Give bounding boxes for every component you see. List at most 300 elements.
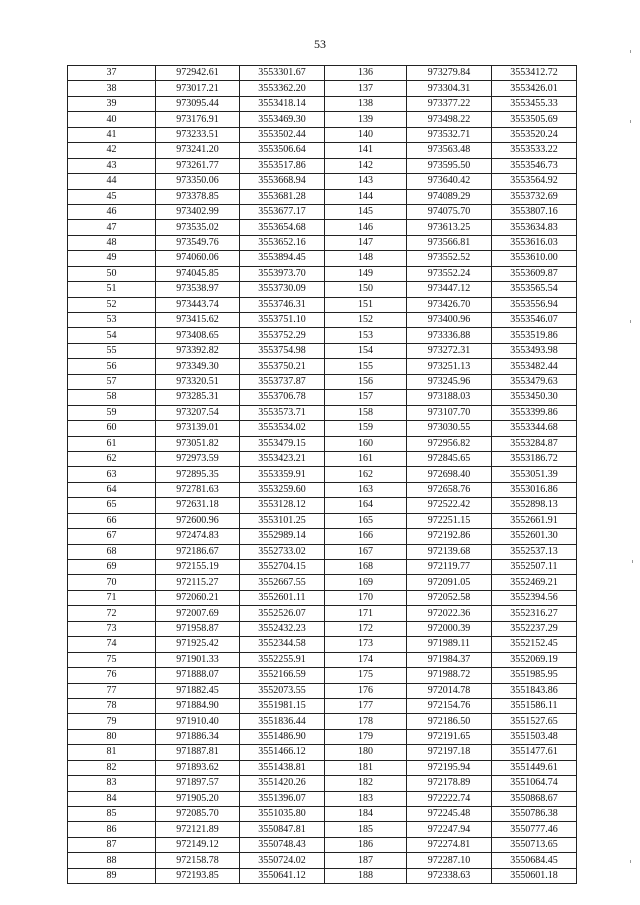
- x-coordinate-cell: 973241.20: [156, 143, 240, 158]
- y-coordinate-cell: 3552166.59: [240, 668, 325, 683]
- point-number-cell: 170: [325, 590, 407, 605]
- y-coordinate-cell: 3553128.12: [240, 498, 325, 513]
- y-coordinate-cell: 3551396.07: [240, 791, 325, 806]
- x-coordinate-cell: 973566.81: [407, 235, 492, 250]
- table-row: [68, 66, 577, 81]
- x-coordinate-cell: 973320.51: [156, 374, 240, 389]
- point-number-cell: 176: [325, 683, 407, 698]
- x-coordinate-cell: 971905.20: [156, 791, 240, 806]
- y-coordinate-cell: 3553519.86: [492, 328, 577, 343]
- y-coordinate-cell: 3552237.29: [492, 621, 577, 636]
- point-number-cell: 140: [325, 127, 407, 142]
- y-coordinate-cell: 3553362.20: [240, 81, 325, 96]
- y-coordinate-cell: 3551064.74: [492, 776, 577, 791]
- point-number-cell: 58: [68, 390, 156, 405]
- point-number-cell: 153: [325, 328, 407, 343]
- x-coordinate-cell: 973408.65: [156, 328, 240, 343]
- y-coordinate-cell: 3553546.73: [492, 158, 577, 173]
- point-number-cell: 155: [325, 359, 407, 374]
- point-number-cell: 54: [68, 328, 156, 343]
- y-coordinate-cell: 3553556.94: [492, 297, 577, 312]
- table-row: [68, 174, 577, 189]
- y-coordinate-cell: 3552255.91: [240, 652, 325, 667]
- scan-mark: [630, 320, 631, 323]
- x-coordinate-cell: 971887.81: [156, 745, 240, 760]
- y-coordinate-cell: 3551035.80: [240, 807, 325, 822]
- y-coordinate-cell: 3551586.11: [492, 698, 577, 713]
- x-coordinate-cell: 972287.10: [407, 853, 492, 868]
- y-coordinate-cell: 3551981.15: [240, 698, 325, 713]
- x-coordinate-cell: 974075.70: [407, 204, 492, 219]
- y-coordinate-cell: 3552069.19: [492, 652, 577, 667]
- point-number-cell: 139: [325, 112, 407, 127]
- y-coordinate-cell: 3552898.13: [492, 498, 577, 513]
- y-coordinate-cell: 3553668.94: [240, 174, 325, 189]
- x-coordinate-cell: 972014.78: [407, 683, 492, 698]
- point-number-cell: 156: [325, 374, 407, 389]
- table-row: [68, 560, 577, 575]
- y-coordinate-cell: 3550777.46: [492, 822, 577, 837]
- y-coordinate-cell: 3551985.95: [492, 668, 577, 683]
- x-coordinate-cell: 972007.69: [156, 606, 240, 621]
- x-coordinate-cell: 973261.77: [156, 158, 240, 173]
- x-coordinate-cell: 973336.88: [407, 328, 492, 343]
- point-number-cell: 157: [325, 390, 407, 405]
- table-row: [68, 251, 577, 266]
- point-number-cell: 141: [325, 143, 407, 158]
- point-number-cell: 144: [325, 189, 407, 204]
- y-coordinate-cell: 3553751.10: [240, 313, 325, 328]
- y-coordinate-cell: 3552344.58: [240, 637, 325, 652]
- scan-mark: [630, 50, 631, 53]
- point-number-cell: 46: [68, 204, 156, 219]
- y-coordinate-cell: 3553737.87: [240, 374, 325, 389]
- y-coordinate-cell: 3553186.72: [492, 451, 577, 466]
- point-number-cell: 40: [68, 112, 156, 127]
- x-coordinate-cell: 972245.48: [407, 807, 492, 822]
- x-coordinate-cell: 973017.21: [156, 81, 240, 96]
- y-coordinate-cell: 3553517.86: [240, 158, 325, 173]
- point-number-cell: 168: [325, 560, 407, 575]
- y-coordinate-cell: 3553505.69: [492, 112, 577, 127]
- x-coordinate-cell: 971886.34: [156, 729, 240, 744]
- point-number-cell: 164: [325, 498, 407, 513]
- x-coordinate-cell: 973532.71: [407, 127, 492, 142]
- scan-mark: [630, 860, 631, 863]
- y-coordinate-cell: 3553399.86: [492, 405, 577, 420]
- x-coordinate-cell: 973349.30: [156, 359, 240, 374]
- x-coordinate-cell: 972154.76: [407, 698, 492, 713]
- x-coordinate-cell: 971901.33: [156, 652, 240, 667]
- x-coordinate-cell: 972274.81: [407, 837, 492, 852]
- y-coordinate-cell: 3552073.55: [240, 683, 325, 698]
- table-row: [68, 745, 577, 760]
- point-number-cell: 42: [68, 143, 156, 158]
- y-coordinate-cell: 3553609.87: [492, 266, 577, 281]
- point-number-cell: 138: [325, 96, 407, 111]
- x-coordinate-cell: 973378.85: [156, 189, 240, 204]
- x-coordinate-cell: 973176.91: [156, 112, 240, 127]
- point-number-cell: 48: [68, 235, 156, 250]
- y-coordinate-cell: 3550724.02: [240, 853, 325, 868]
- y-coordinate-cell: 3553426.01: [492, 81, 577, 96]
- y-coordinate-cell: 3553677.17: [240, 204, 325, 219]
- y-coordinate-cell: 3553730.09: [240, 282, 325, 297]
- y-coordinate-cell: 3552704.15: [240, 560, 325, 575]
- y-coordinate-cell: 3553752.29: [240, 328, 325, 343]
- y-coordinate-cell: 3550786.38: [492, 807, 577, 822]
- point-number-cell: 71: [68, 590, 156, 605]
- x-coordinate-cell: 972091.05: [407, 575, 492, 590]
- point-number-cell: 44: [68, 174, 156, 189]
- scan-mark: [630, 120, 631, 123]
- x-coordinate-cell: 973279.84: [407, 66, 492, 81]
- x-coordinate-cell: 973443.74: [156, 297, 240, 312]
- x-coordinate-cell: 971958.87: [156, 621, 240, 636]
- point-number-cell: 188: [325, 868, 407, 883]
- x-coordinate-cell: 973640.42: [407, 174, 492, 189]
- table-row: [68, 220, 577, 235]
- point-number-cell: 143: [325, 174, 407, 189]
- y-coordinate-cell: 3552316.27: [492, 606, 577, 621]
- table-row: [68, 405, 577, 420]
- table-row: [68, 282, 577, 297]
- y-coordinate-cell: 3553610.00: [492, 251, 577, 266]
- x-coordinate-cell: 971888.07: [156, 668, 240, 683]
- point-number-cell: 175: [325, 668, 407, 683]
- table-row: [68, 498, 577, 513]
- point-number-cell: 160: [325, 436, 407, 451]
- point-number-cell: 64: [68, 482, 156, 497]
- x-coordinate-cell: 971882.45: [156, 683, 240, 698]
- x-coordinate-cell: 973392.82: [156, 343, 240, 358]
- point-number-cell: 68: [68, 544, 156, 559]
- table-row: [68, 776, 577, 791]
- y-coordinate-cell: 3553746.31: [240, 297, 325, 312]
- point-number-cell: 184: [325, 807, 407, 822]
- y-coordinate-cell: 3550868.67: [492, 791, 577, 806]
- point-number-cell: 78: [68, 698, 156, 713]
- y-coordinate-cell: 3550847.81: [240, 822, 325, 837]
- table-row: [68, 590, 577, 605]
- point-number-cell: 59: [68, 405, 156, 420]
- point-number-cell: 70: [68, 575, 156, 590]
- y-coordinate-cell: 3553469.30: [240, 112, 325, 127]
- point-number-cell: 85: [68, 807, 156, 822]
- point-number-cell: 49: [68, 251, 156, 266]
- point-number-cell: 169: [325, 575, 407, 590]
- table-row: [68, 729, 577, 744]
- x-coordinate-cell: 972631.18: [156, 498, 240, 513]
- point-number-cell: 63: [68, 467, 156, 482]
- x-coordinate-cell: 972155.19: [156, 560, 240, 575]
- point-number-cell: 69: [68, 560, 156, 575]
- point-number-cell: 161: [325, 451, 407, 466]
- table-row: [68, 606, 577, 621]
- point-number-cell: 162: [325, 467, 407, 482]
- page-number: 53: [314, 37, 326, 51]
- point-number-cell: 38: [68, 81, 156, 96]
- y-coordinate-cell: 3552537.13: [492, 544, 577, 559]
- point-number-cell: 47: [68, 220, 156, 235]
- point-number-cell: 55: [68, 343, 156, 358]
- table-row: [68, 127, 577, 142]
- table-row: [68, 482, 577, 497]
- y-coordinate-cell: 3553754.98: [240, 343, 325, 358]
- x-coordinate-cell: 972895.35: [156, 467, 240, 482]
- coordinates-table: [67, 65, 577, 884]
- x-coordinate-cell: 972942.61: [156, 66, 240, 81]
- point-number-cell: 165: [325, 513, 407, 528]
- y-coordinate-cell: 3553807.16: [492, 204, 577, 219]
- point-number-cell: 179: [325, 729, 407, 744]
- x-coordinate-cell: 973535.02: [156, 220, 240, 235]
- x-coordinate-cell: 973233.51: [156, 127, 240, 142]
- y-coordinate-cell: 3553101.25: [240, 513, 325, 528]
- table-row: [68, 637, 577, 652]
- table-row: [68, 390, 577, 405]
- y-coordinate-cell: 3553706.78: [240, 390, 325, 405]
- point-number-cell: 137: [325, 81, 407, 96]
- y-coordinate-cell: 3553634.83: [492, 220, 577, 235]
- x-coordinate-cell: 973304.31: [407, 81, 492, 96]
- point-number-cell: 180: [325, 745, 407, 760]
- y-coordinate-cell: 3553493.98: [492, 343, 577, 358]
- x-coordinate-cell: 973613.25: [407, 220, 492, 235]
- x-coordinate-cell: 973107.70: [407, 405, 492, 420]
- table-row: [68, 343, 577, 358]
- y-coordinate-cell: 3553502.44: [240, 127, 325, 142]
- x-coordinate-cell: 973051.82: [156, 436, 240, 451]
- point-number-cell: 84: [68, 791, 156, 806]
- point-number-cell: 148: [325, 251, 407, 266]
- x-coordinate-cell: 972251.15: [407, 513, 492, 528]
- y-coordinate-cell: 3553894.45: [240, 251, 325, 266]
- point-number-cell: 80: [68, 729, 156, 744]
- point-number-cell: 136: [325, 66, 407, 81]
- point-number-cell: 182: [325, 776, 407, 791]
- x-coordinate-cell: 973377.22: [407, 96, 492, 111]
- x-coordinate-cell: 972658.76: [407, 482, 492, 497]
- x-coordinate-cell: 974089.29: [407, 189, 492, 204]
- y-coordinate-cell: 3553418.14: [240, 96, 325, 111]
- point-number-cell: 82: [68, 760, 156, 775]
- x-coordinate-cell: 973245.96: [407, 374, 492, 389]
- y-coordinate-cell: 3552526.07: [240, 606, 325, 621]
- x-coordinate-cell: 972186.67: [156, 544, 240, 559]
- x-coordinate-cell: 973400.96: [407, 313, 492, 328]
- table-row: [68, 112, 577, 127]
- y-coordinate-cell: 3551503.48: [492, 729, 577, 744]
- point-number-cell: 145: [325, 204, 407, 219]
- point-number-cell: 52: [68, 297, 156, 312]
- y-coordinate-cell: 3553652.16: [240, 235, 325, 250]
- table-row: [68, 158, 577, 173]
- x-coordinate-cell: 973285.31: [156, 390, 240, 405]
- table-row: [68, 868, 577, 883]
- y-coordinate-cell: 3551466.12: [240, 745, 325, 760]
- point-number-cell: 185: [325, 822, 407, 837]
- table-row: [68, 451, 577, 466]
- x-coordinate-cell: 973426.70: [407, 297, 492, 312]
- point-number-cell: 51: [68, 282, 156, 297]
- point-number-cell: 72: [68, 606, 156, 621]
- x-coordinate-cell: 973350.06: [156, 174, 240, 189]
- y-coordinate-cell: 3551843.86: [492, 683, 577, 698]
- table-row: [68, 683, 577, 698]
- x-coordinate-cell: 972149.12: [156, 837, 240, 852]
- point-number-cell: 74: [68, 637, 156, 652]
- y-coordinate-cell: 3553344.68: [492, 421, 577, 436]
- x-coordinate-cell: 972052.58: [407, 590, 492, 605]
- point-number-cell: 163: [325, 482, 407, 497]
- y-coordinate-cell: 3553520.24: [492, 127, 577, 142]
- x-coordinate-cell: 973595.50: [407, 158, 492, 173]
- table-row: [68, 807, 577, 822]
- x-coordinate-cell: 971897.57: [156, 776, 240, 791]
- point-number-cell: 88: [68, 853, 156, 868]
- point-number-cell: 167: [325, 544, 407, 559]
- y-coordinate-cell: 3553450.30: [492, 390, 577, 405]
- x-coordinate-cell: 972121.89: [156, 822, 240, 837]
- y-coordinate-cell: 3553423.21: [240, 451, 325, 466]
- point-number-cell: 75: [68, 652, 156, 667]
- point-number-cell: 89: [68, 868, 156, 883]
- point-number-cell: 37: [68, 66, 156, 81]
- y-coordinate-cell: 3553546.07: [492, 313, 577, 328]
- table-row: [68, 621, 577, 636]
- y-coordinate-cell: 3553016.86: [492, 482, 577, 497]
- y-coordinate-cell: 3552152.45: [492, 637, 577, 652]
- table-row: [68, 652, 577, 667]
- y-coordinate-cell: 3550713.65: [492, 837, 577, 852]
- x-coordinate-cell: 973415.62: [156, 313, 240, 328]
- y-coordinate-cell: 3553259.60: [240, 482, 325, 497]
- x-coordinate-cell: 972600.96: [156, 513, 240, 528]
- y-coordinate-cell: 3553455.33: [492, 96, 577, 111]
- y-coordinate-cell: 3550601.18: [492, 868, 577, 883]
- x-coordinate-cell: 973030.55: [407, 421, 492, 436]
- point-number-cell: 41: [68, 127, 156, 142]
- y-coordinate-cell: 3553482.44: [492, 359, 577, 374]
- y-coordinate-cell: 3553534.02: [240, 421, 325, 436]
- point-number-cell: 43: [68, 158, 156, 173]
- point-number-cell: 61: [68, 436, 156, 451]
- x-coordinate-cell: 973447.12: [407, 282, 492, 297]
- point-number-cell: 86: [68, 822, 156, 837]
- x-coordinate-cell: 973549.76: [156, 235, 240, 250]
- table-row: [68, 143, 577, 158]
- table-row: [68, 513, 577, 528]
- point-number-cell: 146: [325, 220, 407, 235]
- table-row: [68, 266, 577, 281]
- point-number-cell: 57: [68, 374, 156, 389]
- point-number-cell: 150: [325, 282, 407, 297]
- x-coordinate-cell: 971988.72: [407, 668, 492, 683]
- y-coordinate-cell: 3553681.28: [240, 189, 325, 204]
- table-row: [68, 668, 577, 683]
- point-number-cell: 87: [68, 837, 156, 852]
- x-coordinate-cell: 972845.65: [407, 451, 492, 466]
- point-number-cell: 45: [68, 189, 156, 204]
- x-coordinate-cell: 972000.39: [407, 621, 492, 636]
- point-number-cell: 187: [325, 853, 407, 868]
- y-coordinate-cell: 3552601.11: [240, 590, 325, 605]
- y-coordinate-cell: 3551420.26: [240, 776, 325, 791]
- scan-mark: [632, 560, 633, 563]
- x-coordinate-cell: 973538.97: [156, 282, 240, 297]
- y-coordinate-cell: 3551527.65: [492, 714, 577, 729]
- y-coordinate-cell: 3550684.45: [492, 853, 577, 868]
- point-number-cell: 60: [68, 421, 156, 436]
- x-coordinate-cell: 973095.44: [156, 96, 240, 111]
- x-coordinate-cell: 972119.77: [407, 560, 492, 575]
- x-coordinate-cell: 973207.54: [156, 405, 240, 420]
- point-number-cell: 142: [325, 158, 407, 173]
- x-coordinate-cell: 972698.40: [407, 467, 492, 482]
- point-number-cell: 159: [325, 421, 407, 436]
- table-row: [68, 359, 577, 374]
- table-row: [68, 467, 577, 482]
- x-coordinate-cell: 972191.65: [407, 729, 492, 744]
- x-coordinate-cell: 972139.68: [407, 544, 492, 559]
- x-coordinate-cell: 972474.83: [156, 529, 240, 544]
- point-number-cell: 73: [68, 621, 156, 636]
- point-number-cell: 171: [325, 606, 407, 621]
- x-coordinate-cell: 974045.85: [156, 266, 240, 281]
- point-number-cell: 177: [325, 698, 407, 713]
- table-row: [68, 837, 577, 852]
- table-row: [68, 204, 577, 219]
- y-coordinate-cell: 3553506.64: [240, 143, 325, 158]
- y-coordinate-cell: 3553479.15: [240, 436, 325, 451]
- x-coordinate-cell: 971884.90: [156, 698, 240, 713]
- table-row: [68, 81, 577, 96]
- table-row: [68, 235, 577, 250]
- x-coordinate-cell: 972178.89: [407, 776, 492, 791]
- point-number-cell: 149: [325, 266, 407, 281]
- point-number-cell: 178: [325, 714, 407, 729]
- table-row: [68, 328, 577, 343]
- y-coordinate-cell: 3552667.55: [240, 575, 325, 590]
- x-coordinate-cell: 972158.78: [156, 853, 240, 868]
- table-row: [68, 575, 577, 590]
- point-number-cell: 172: [325, 621, 407, 636]
- y-coordinate-cell: 3552601.30: [492, 529, 577, 544]
- x-coordinate-cell: 972060.21: [156, 590, 240, 605]
- point-number-cell: 77: [68, 683, 156, 698]
- point-number-cell: 181: [325, 760, 407, 775]
- table-row: [68, 313, 577, 328]
- table-row: [68, 96, 577, 111]
- x-coordinate-cell: 973498.22: [407, 112, 492, 127]
- point-number-cell: 76: [68, 668, 156, 683]
- y-coordinate-cell: 3553301.67: [240, 66, 325, 81]
- y-coordinate-cell: 3552733.02: [240, 544, 325, 559]
- point-number-cell: 81: [68, 745, 156, 760]
- point-number-cell: 56: [68, 359, 156, 374]
- y-coordinate-cell: 3552507.11: [492, 560, 577, 575]
- table-row: [68, 544, 577, 559]
- x-coordinate-cell: 974060.06: [156, 251, 240, 266]
- x-coordinate-cell: 972522.42: [407, 498, 492, 513]
- y-coordinate-cell: 3553533.22: [492, 143, 577, 158]
- point-number-cell: 65: [68, 498, 156, 513]
- point-number-cell: 166: [325, 529, 407, 544]
- x-coordinate-cell: 972022.36: [407, 606, 492, 621]
- x-coordinate-cell: 972781.63: [156, 482, 240, 497]
- y-coordinate-cell: 3553973.70: [240, 266, 325, 281]
